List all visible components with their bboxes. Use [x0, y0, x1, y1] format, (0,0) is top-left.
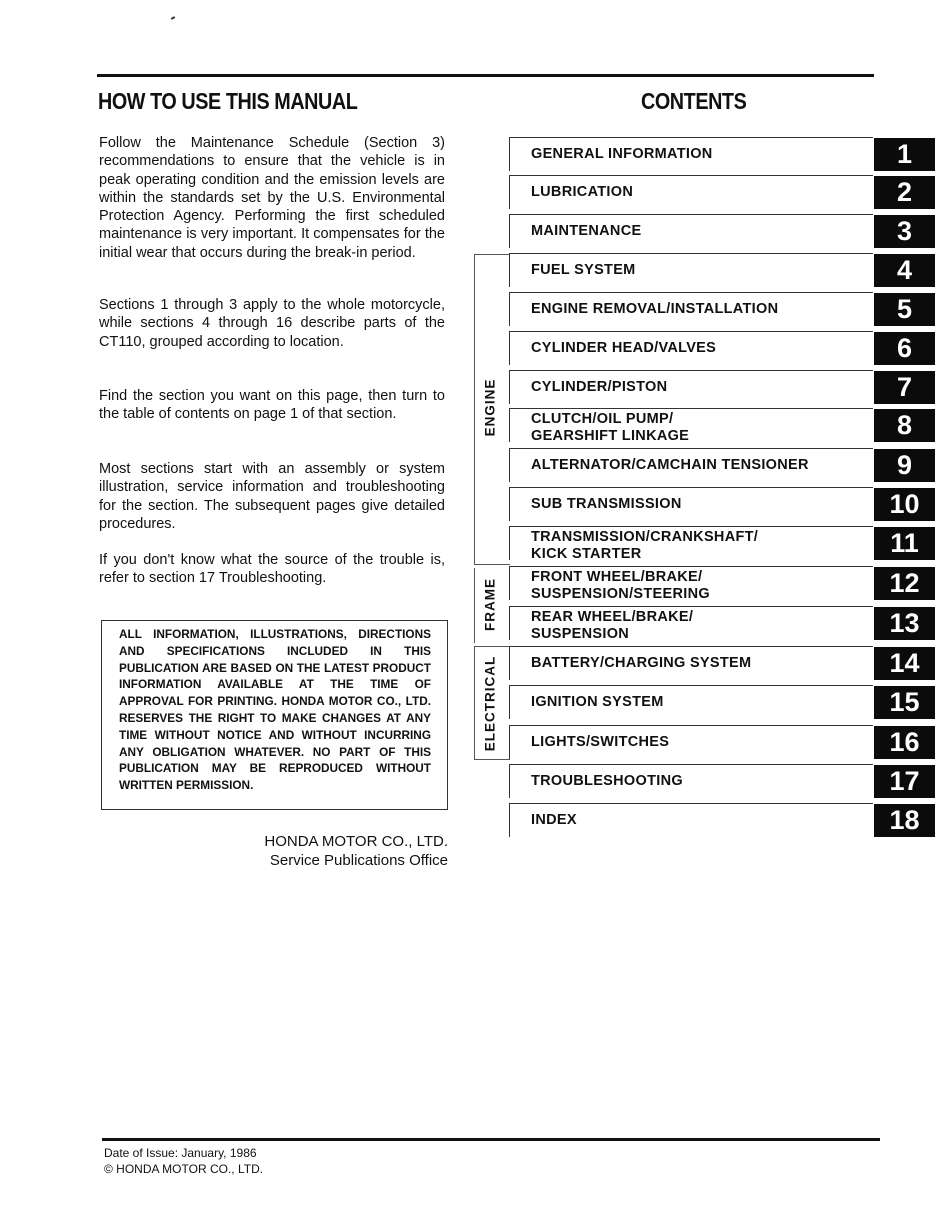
intro-paragraph-troubleshooting: If you don't know what the source of the trouble is, refer to section 17 Troubleshooting.: [99, 552, 445, 587]
intro-paragraph-maintenance: Follow the Maintenance Schedule (Section 3) recommendations to ensure that the vehicle is in peak operating condition and the emission levels are within the standards set by the U.S. Environmental Protection Agency. Performing the first scheduled maintenance is very important. It compensates for the initial wear that occurs during the break-in period.: [99, 135, 445, 261]
copyright-notice: © HONDA MOTOR CO., LTD.: [104, 1162, 264, 1176]
toc-row-section-18[interactable]: [509, 803, 873, 837]
toc-row-section-17[interactable]: [509, 764, 873, 798]
toc-row-section-4[interactable]: [509, 253, 873, 287]
section-number-tab[interactable]: 2: [874, 176, 935, 209]
section-number-tab[interactable]: 1: [874, 138, 935, 171]
section-number-tab[interactable]: 17: [874, 765, 935, 798]
section-number-tab[interactable]: 18: [874, 804, 935, 837]
toc-section-label: ENGINE REMOVAL/INSTALLATION: [531, 301, 779, 317]
section-number-tab[interactable]: 15: [874, 686, 935, 719]
toc-row-section-10[interactable]: [509, 487, 873, 521]
toc-section-label: TROUBLESHOOTING: [531, 773, 683, 789]
toc-row-section-2[interactable]: [509, 175, 873, 209]
engine-group-label: ENGINE: [482, 378, 498, 437]
toc-row-section-13[interactable]: [509, 606, 873, 640]
toc-section-label: MAINTENANCE: [531, 223, 642, 239]
how-to-use-heading: HOW TO USE THIS MANUAL: [98, 88, 358, 114]
section-number-tab[interactable]: 4: [874, 254, 935, 287]
section-number-tab[interactable]: 5: [874, 293, 935, 326]
electrical-group-label: ELECTRICAL: [482, 655, 498, 752]
toc-section-label: CLUTCH/OIL PUMP/ GEARSHIFT LINKAGE: [531, 411, 690, 444]
toc-section-label: BATTERY/CHARGING SYSTEM: [531, 655, 752, 671]
intro-paragraph-find-section: Find the section you want on this page, then turn to the table of contents on page 1 of that section.: [99, 388, 445, 423]
toc-section-label: LUBRICATION: [531, 184, 634, 200]
publisher-office: Service Publications Office: [269, 852, 448, 869]
toc-section-label: CYLINDER HEAD/VALVES: [531, 340, 717, 356]
toc-section-label: GENERAL INFORMATION: [531, 146, 713, 162]
legal-notice-box: [101, 620, 448, 810]
intro-paragraph-sections: Sections 1 through 3 apply to the whole motorcycle, while sections 4 through 16 describe parts of the CT110, grouped according to location.: [99, 297, 445, 350]
toc-row-section-1[interactable]: [509, 137, 873, 171]
legal-notice-text: ALL INFORMATION, ILLUSTRATIONS, DIRECTIONS AND SPECIFICATIONS INCLUDED IN THIS PUBLICATION ARE BASED ON THE LATEST PRODUCT INFORMATION AVAILABLE AT THE TIME OF APPROVAL FOR PRINTING. HONDA MOTOR CO., LTD. RESERVES THE RIGHT TO MAKE CHANGES AT ANY TIME WITHOUT NOTICE AND WITHOUT INCURRING ANY OBLIGATION WHATEVER. NO PART OF THIS PUBLICATION MAY BE REPRODUCED WITHOUT WRITTEN PERMISSION.: [119, 627, 431, 793]
bottom-rule: [102, 1138, 880, 1141]
toc-row-section-11[interactable]: [509, 526, 873, 560]
toc-row-section-5[interactable]: [509, 292, 873, 326]
toc-section-label: FUEL SYSTEM: [531, 262, 636, 278]
section-number-tab[interactable]: 16: [874, 726, 935, 759]
toc-row-section-14[interactable]: [509, 646, 873, 680]
toc-row-section-12[interactable]: [509, 566, 873, 600]
top-rule: [97, 74, 874, 77]
publisher-block: [264, 832, 448, 870]
section-number-tab[interactable]: 9: [874, 449, 935, 482]
section-number-tab[interactable]: 13: [874, 607, 935, 640]
toc-section-label: SUB TRANSMISSION: [531, 496, 682, 512]
toc-row-section-7[interactable]: [509, 370, 873, 404]
section-number-tab[interactable]: 6: [874, 332, 935, 365]
section-number-tab[interactable]: 8: [874, 409, 935, 442]
toc-section-label: FRONT WHEEL/BRAKE/ SUSPENSION/STEERING: [531, 569, 710, 602]
toc-section-label: IGNITION SYSTEM: [531, 694, 664, 710]
toc-section-label: CYLINDER/PISTON: [531, 379, 668, 395]
footer: [104, 1145, 263, 1177]
section-number-tab[interactable]: 7: [874, 371, 935, 404]
toc-section-label: ALTERNATOR/CAMCHAIN TENSIONER: [531, 457, 809, 473]
toc-row-section-8[interactable]: [509, 408, 873, 442]
contents-heading: CONTENTS: [641, 88, 747, 114]
issue-date: Date of Issue: January, 1986: [104, 1146, 257, 1160]
toc-row-section-9[interactable]: [509, 448, 873, 482]
toc-row-section-6[interactable]: [509, 331, 873, 365]
section-number-tab[interactable]: 3: [874, 215, 935, 248]
publisher-name: HONDA MOTOR CO., LTD.: [264, 833, 448, 850]
frame-group-label: FRAME: [482, 578, 498, 631]
section-number-tab[interactable]: 10: [874, 488, 935, 521]
section-number-tab[interactable]: 11: [874, 527, 935, 560]
section-number-tab[interactable]: 12: [874, 567, 935, 600]
toc-section-label: INDEX: [531, 812, 577, 828]
toc-row-section-3[interactable]: [509, 214, 873, 248]
section-number-tab[interactable]: 14: [874, 647, 935, 680]
toc-row-section-16[interactable]: [509, 725, 873, 759]
toc-section-label: REAR WHEEL/BRAKE/ SUSPENSION: [531, 609, 694, 642]
intro-paragraph-structure: Most sections start with an assembly or system illustration, service information and troubleshooting for the section. The subsequent pages give detailed procedures.: [99, 461, 445, 532]
toc-section-label: LIGHTS/SWITCHES: [531, 734, 670, 750]
toc-row-section-15[interactable]: [509, 685, 873, 719]
toc-section-label: TRANSMISSION/CRANKSHAFT/ KICK STARTER: [531, 529, 759, 562]
scan-mark: [171, 16, 175, 20]
